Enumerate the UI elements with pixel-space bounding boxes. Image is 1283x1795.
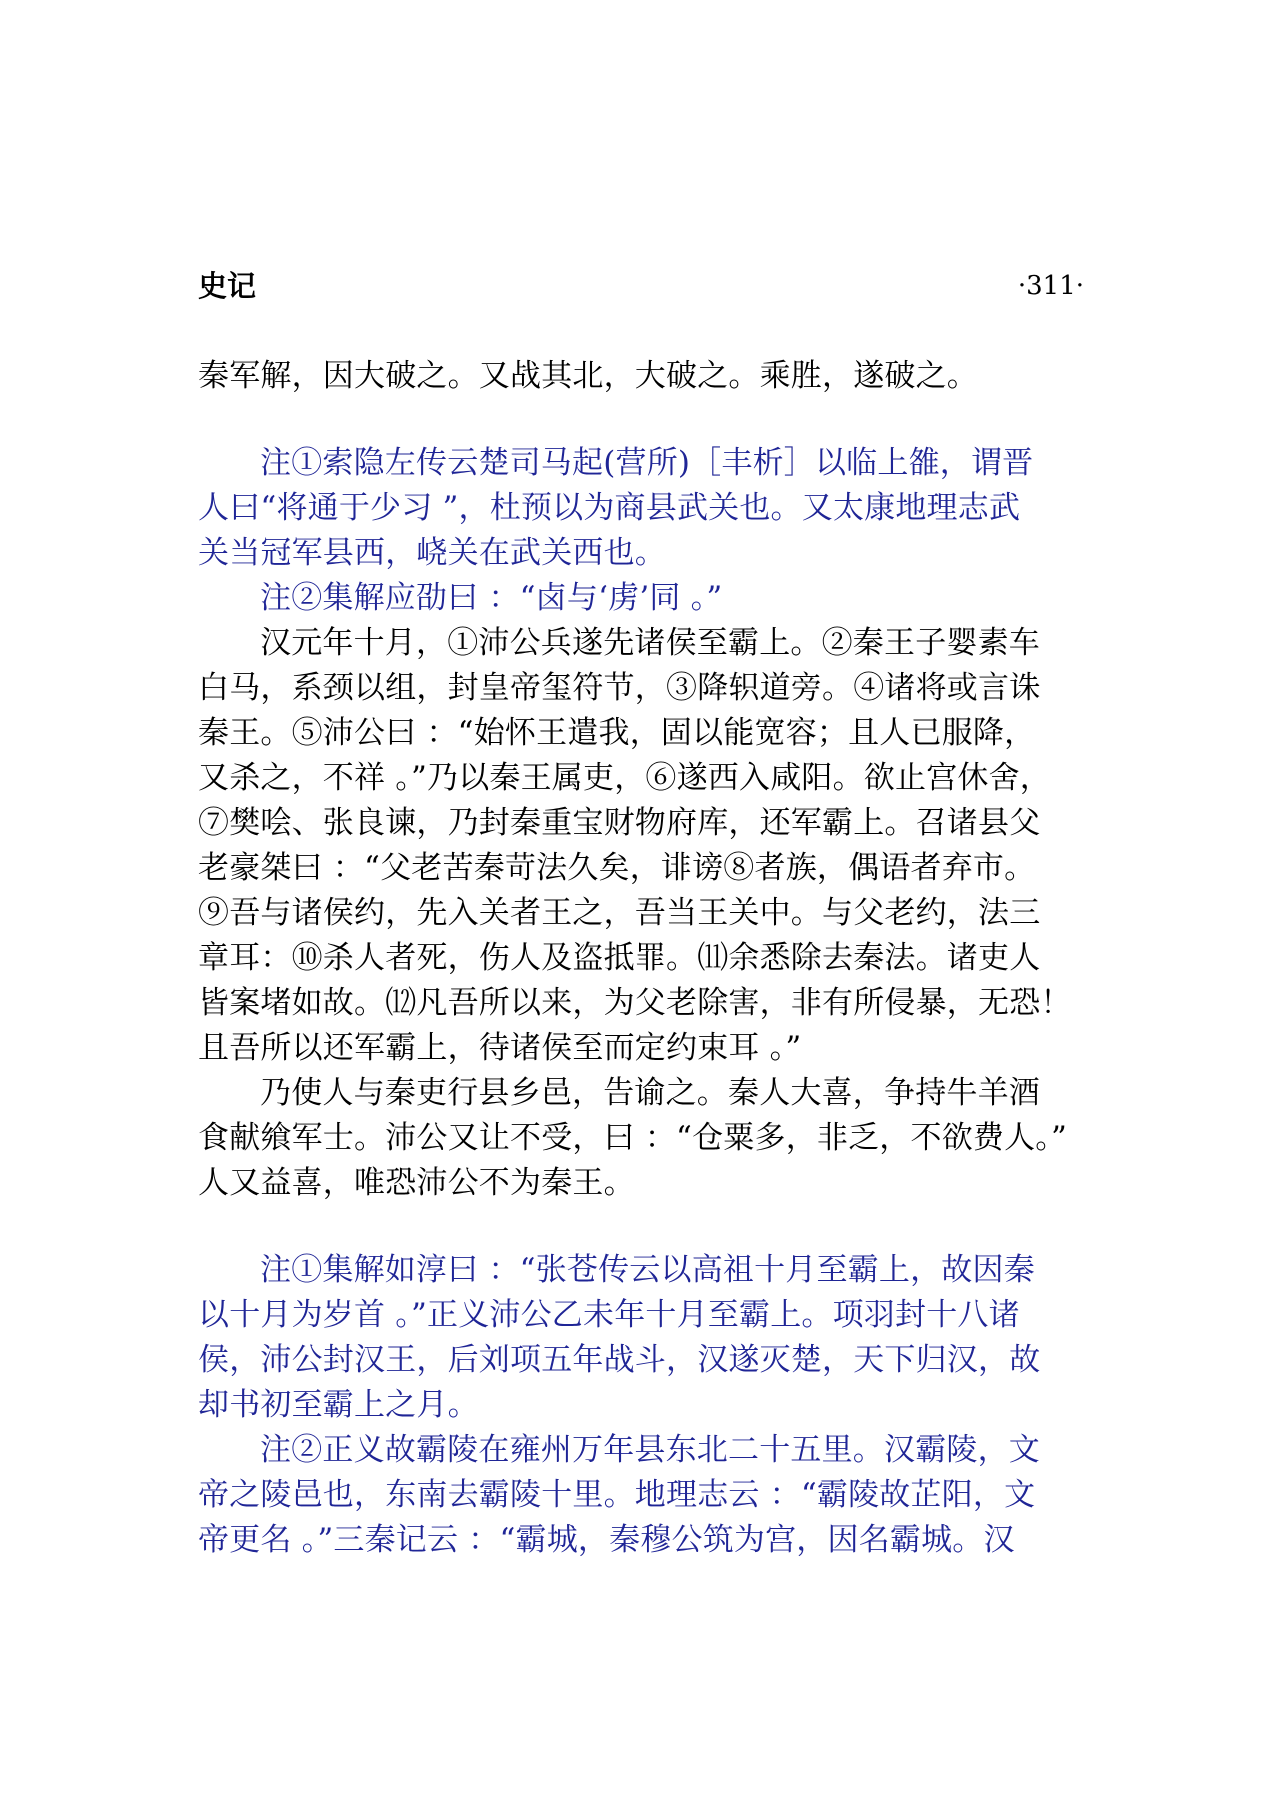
book-title: 史记 [198, 269, 257, 303]
page-number: ·311· [1017, 271, 1084, 301]
main-text-line: 老豪桀曰 ：“父老苦秦苛法久矣，诽谤⑧者族，偶语者弃市。 [198, 850, 1036, 886]
annotation-line: 侯，沛公封汉王，后刘项五年战斗，汉遂灭楚，天下归汉，故 [198, 1342, 1041, 1378]
annotation-line: 帝之陵邑也，东南去霸陵十里。地理志云 ：“霸陵故芷阳，文 [198, 1477, 1036, 1513]
main-text-line: 又杀之，不祥 。”乃以秦王属吏，⑥遂西入咸阳。欲止宫休舍， [198, 760, 1051, 796]
main-text-line: 汉元年十月，①沛公兵遂先诸侯至霸上。②秦王子婴素车 [260, 625, 1040, 661]
main-text-line: 皆案堵如故。⑿凡吾所以来，为父老除害，非有所侵暴，无恐！ [198, 985, 1072, 1021]
page-header [198, 266, 1084, 306]
annotation-line: 注①索隐左传云楚司马起(营所)［丰析］以临上雒，谓晋 [260, 445, 1034, 481]
main-text-line: 乃使人与秦吏行县乡邑，告谕之。秦人大喜，争持牛羊酒 [260, 1075, 1040, 1111]
annotation-line: 帝更名 。”三秦记云 ：“霸城，秦穆公筑为宫，因名霸城。汉 [198, 1522, 1015, 1558]
annotation-line: 却书初至霸上之月。 [198, 1387, 479, 1423]
main-text-line: 秦王。⑤沛公曰 ：“始怀王遣我，固以能宽容；且人已服降， [198, 715, 1036, 751]
main-text-line: 白马，系颈以组，封皇帝玺符节，③降轵道旁。④诸将或言诛 [198, 670, 1041, 706]
annotation-line: 注②集解应劭曰 ：“卤与‘虏’同 。” [260, 580, 723, 616]
annotation-line: 注②正义故霸陵在雍州万年县东北二十五里。汉霸陵，文 [260, 1432, 1040, 1468]
annotation-line: 人曰“将通于少习 ”，杜预以为商县武关也。又太康地理志武 [198, 490, 1021, 526]
annotation-line: 关当冠军县西，峣关在武关西也。 [198, 535, 666, 571]
main-text-line: 章耳：⑩杀人者死，伤人及盗抵罪。⑾余悉除去秦法。诸吏人 [198, 940, 1041, 976]
main-text-line: ⑨吾与诸侯约，先入关者王之，吾当王关中。与父老约，法三 [198, 895, 1041, 931]
main-text-line: 人又益喜，唯恐沛公不为秦王。 [198, 1165, 635, 1201]
main-text-line: 且吾所以还军霸上，待诸侯至而定约束耳 。” [198, 1030, 802, 1066]
annotation-line: 注①集解如淳曰 ：“张苍传云以高祖十月至霸上，故因秦 [260, 1252, 1035, 1288]
main-text-line: 食献飨军士。沛公又让不受，曰 ：“仓粟多，非乏，不欲费人。” [198, 1120, 1068, 1156]
main-text-line: 秦军解，因大破之。又战其北，大破之。乘胜，遂破之。 [198, 358, 978, 394]
main-text-line: ⑦樊哙、张良谏，乃封秦重宝财物府库，还军霸上。召诸县父 [198, 805, 1041, 841]
annotation-line: 以十月为岁首 。”正义沛公乙未年十月至霸上。项羽封十八诸 [198, 1297, 1020, 1333]
